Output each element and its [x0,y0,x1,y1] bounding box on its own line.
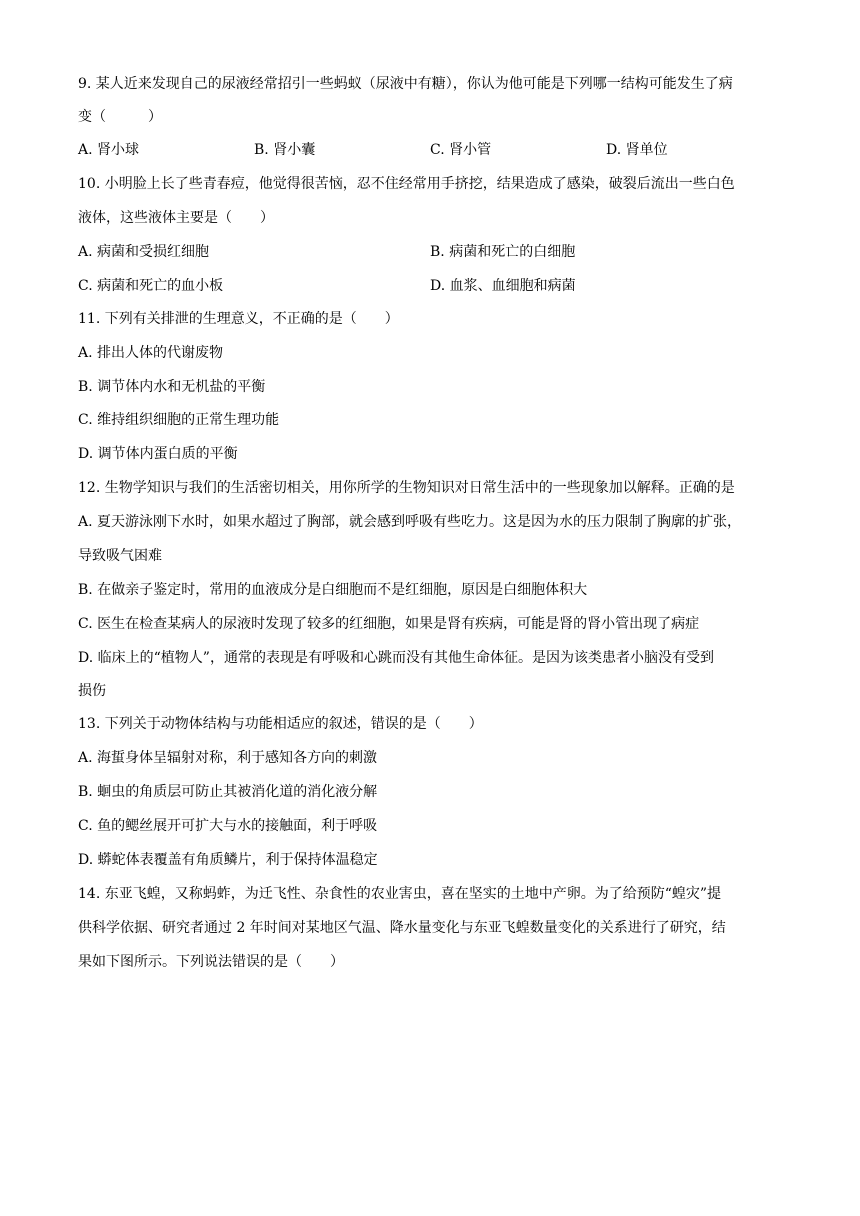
q13-option-c: C. 鱼的鳃丝展开可扩大与水的接触面，利于呼吸 [78,818,378,834]
q9-option-d: D. 肾单位 [606,142,668,158]
q11-option-a: A. 排出人体的代谢废物 [78,345,224,361]
q13-stem: 13. 下列关于动物体结构与功能相适应的叙述，错误的是（ ） [78,716,483,732]
q10-stem-line2: 液体，这些液体主要是（ ） [78,210,274,226]
q11-option-c: C. 维持组织细胞的正常生理功能 [78,412,280,428]
q12-stem: 12. 生物学知识与我们的生活密切相关，用你所学的生物知识对日常生活中的一些现象加以解释。正确的是 [78,480,735,496]
q12-option-a-line2: 导致吸气困难 [78,548,162,564]
q9-option-c: C. 肾小管 [430,142,492,158]
q9-stem-line2: 变（ ） [78,109,162,125]
q10-option-a: A. 病菌和受损红细胞 [78,244,210,260]
q14-stem-line1: 14. 东亚飞蝗，又称蚂蚱，为迁飞性、杂食性的农业害虫，喜在坚实的土地中产卵。为了给预防“蝗灾”提 [78,886,722,902]
q14-stem-line2: 供科学依据、研究者通过 2 年时间对某地区气温、降水量变化与东亚飞蝗数量变化的关系进行了研究，结 [78,920,726,936]
q13-option-a: A. 海蜇身体呈辐射对称，利于感知各方向的刺激 [78,750,378,766]
q10-option-b: B. 病菌和死亡的白细胞 [430,244,576,260]
q12-option-d-line2: 损伤 [78,683,106,699]
q12-option-b: B. 在做亲子鉴定时，常用的血液成分是白细胞而不是红细胞，原因是白细胞体积大 [78,582,588,598]
q11-option-b: B. 调节体内水和无机盐的平衡 [78,379,266,395]
q13-option-b: B. 蛔虫的角质层可防止其被消化道的消化液分解 [78,784,378,800]
q14-stem-line3: 果如下图所示。下列说法错误的是（ ） [78,954,344,970]
q11-option-d: D. 调节体内蛋白质的平衡 [78,446,238,462]
q11-stem: 11. 下列有关排泄的生理意义，不正确的是（ ） [78,311,399,327]
q12-option-d-line1: D. 临床上的“植物人”，通常的表现是有呼吸和心跳而没有其他生命体征。是因为该类患者小脑没有受到 [78,650,714,666]
q10-option-d: D. 血浆、血细胞和病菌 [430,278,576,294]
q10-stem-line1: 10. 小明脸上长了些青春痘，他觉得很苦恼，忍不住经常用手挤挖，结果造成了感染，破裂后流出一些白色 [78,176,735,192]
q12-option-c: C. 医生在检查某病人的尿液时发现了较多的红细胞，如果是肾有疾病，可能是肾的肾小管出现了病症 [78,616,700,632]
q9-stem-line1: 9. 某人近来发现自己的尿液经常招引一些蚂蚁（尿液中有糖），你认为他可能是下列哪一结构可能发生了病 [78,76,733,92]
q9-option-a: A. 肾小球 [78,142,140,158]
q10-option-c: C. 病菌和死亡的血小板 [78,278,224,294]
q12-option-a-line1: A. 夏天游泳刚下水时，如果水超过了胸部，就会感到呼吸有些吃力。这是因为水的压力限制了胸廓的扩张， [78,514,742,530]
q9-option-b: B. 肾小囊 [254,142,316,158]
q13-option-d: D. 蟒蛇体表覆盖有角质鳞片，利于保持体温稳定 [78,852,378,868]
